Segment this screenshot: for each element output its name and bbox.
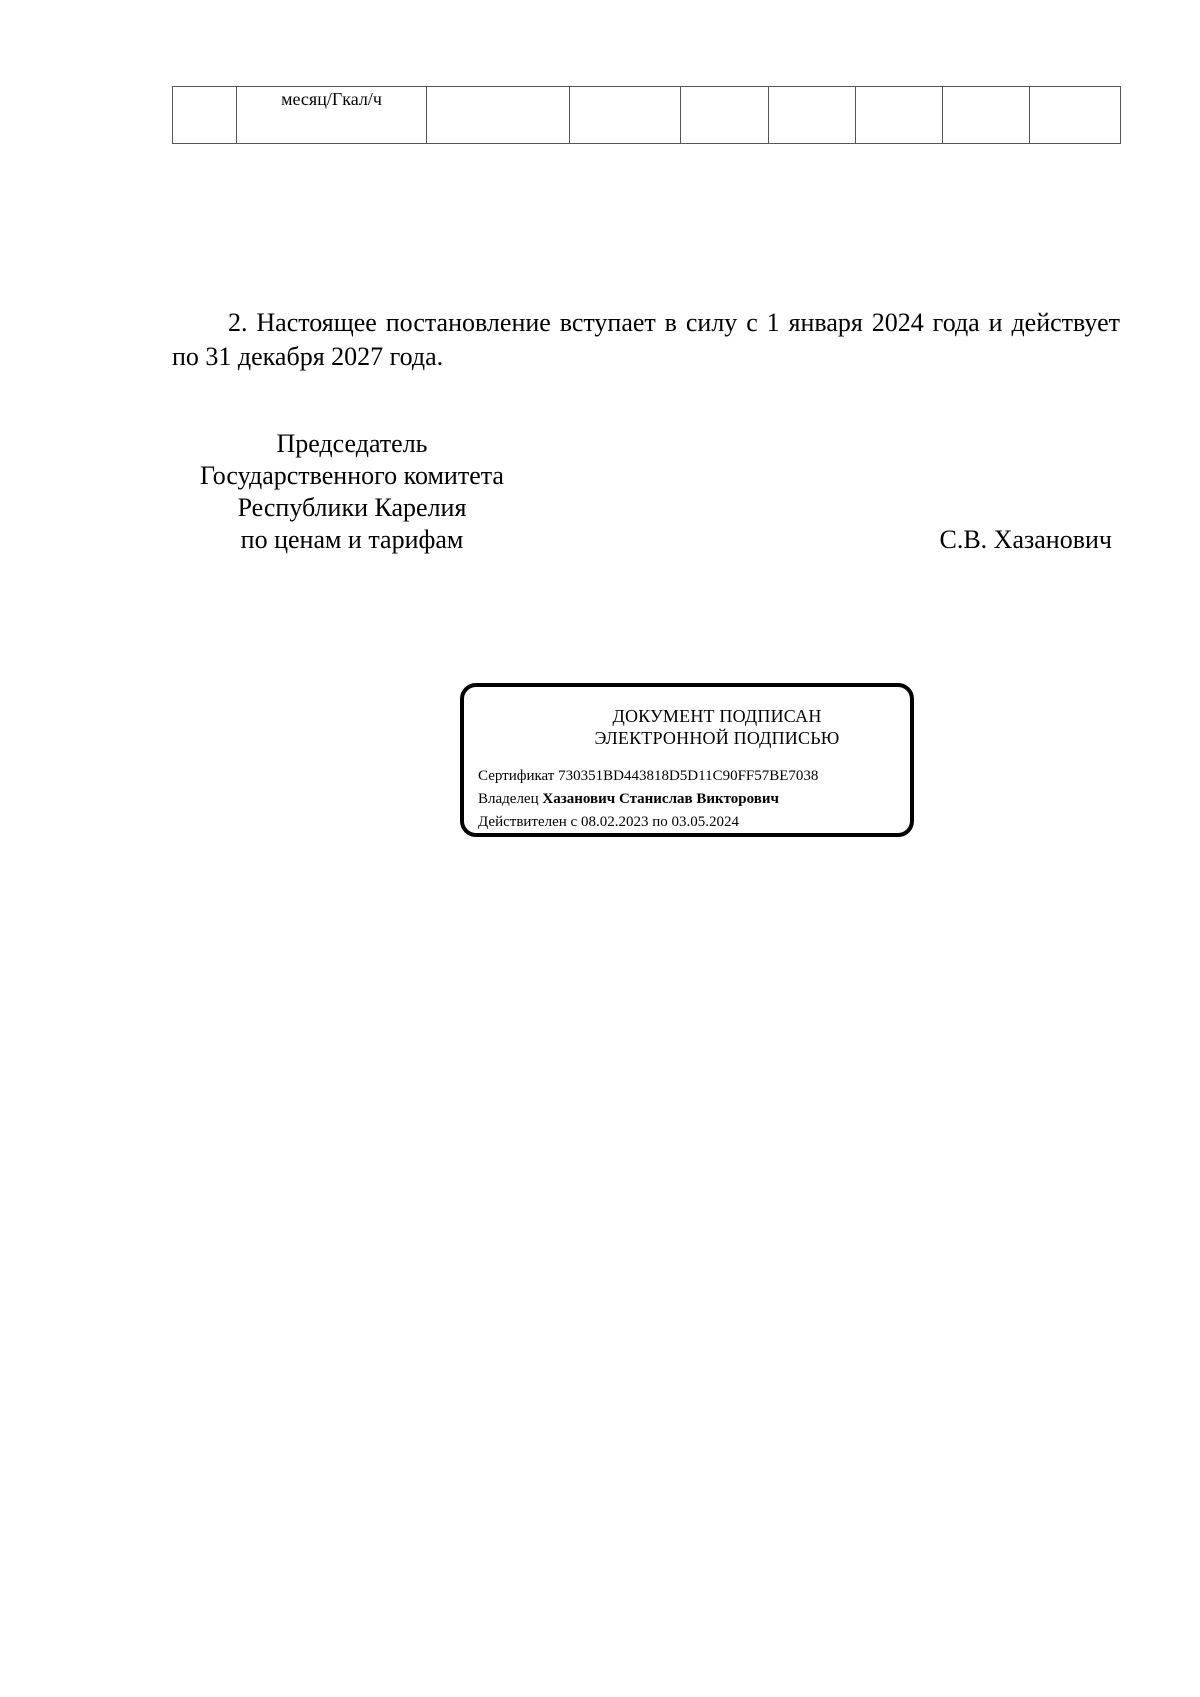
stamp-owner: Владелец Хазанович Станислав Викторович (478, 791, 779, 807)
stamp-certificate: Сертификат 730351BD443818D5D11C90FF57BE7038 (478, 768, 819, 784)
table-cell (769, 87, 856, 144)
table-row (173, 87, 1121, 144)
table-cell (681, 87, 769, 144)
table-cell (570, 87, 681, 144)
signatory-title-line: Председатель (276, 429, 428, 458)
signatory-title-line: Республики Карелия (237, 493, 467, 522)
signatory-title (172, 428, 532, 556)
tariff-table-fragment (172, 86, 1121, 144)
table-cell (856, 87, 943, 144)
signatory-title-line: по ценам и тарифам (240, 525, 464, 554)
table-cell (173, 87, 237, 144)
table-cell (1030, 87, 1121, 144)
table-cell (943, 87, 1030, 144)
effective-date-paragraph: 2. Настоящее постановление вступает в силу с 1 января 2024 года и действует по 31 декабря 2027 года. (172, 308, 1120, 371)
table-cell-unit: месяц/Гкал/ч (237, 87, 427, 144)
stamp-title: ДОКУМЕНТ ПОДПИСАН ЭЛЕКТРОННОЙ ПОДПИСЬЮ (594, 706, 840, 748)
table-cell (427, 87, 570, 144)
stamp-details (478, 765, 818, 834)
signatory-name: С.В. Хазанович (939, 525, 1112, 554)
signatory-title-line: Государственного комитета (200, 461, 504, 490)
electronic-signature-stamp (460, 683, 914, 837)
stamp-validity: Действителен с 08.02.2023 по 03.05.2024 (478, 814, 739, 830)
